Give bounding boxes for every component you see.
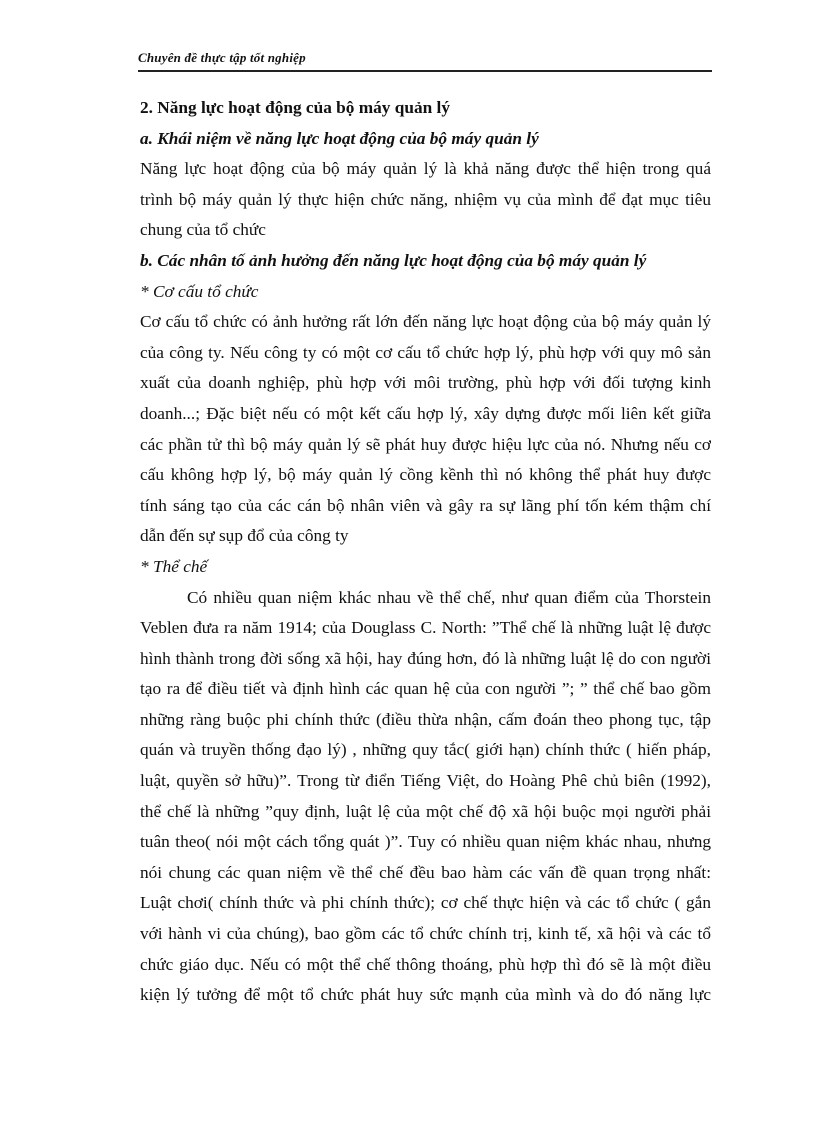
paragraph-line: xuất của doanh nghiệp, phù hợp với môi trường, phù hợp với đối tượng kinh	[140, 373, 711, 393]
document-body	[140, 93, 711, 1011]
paragraph-line: trình bộ máy quản lý thực hiện chức năng, nhiệm vụ của mình để đạt mục tiêu	[140, 189, 711, 209]
paragraph-line: kiện lý tưởng để một tổ chức phát huy sức mạnh của mình và do đó năng lực	[140, 985, 711, 1005]
paragraph-line: chung của tổ chức	[140, 220, 266, 240]
paragraph-line: cấu không hợp lý, bộ máy quản lý cồng kềnh thì nó không thể phát huy được	[140, 465, 711, 485]
paragraph-line: Cơ cấu tổ chức có ảnh hưởng rất lớn đến năng lực hoạt động của bộ máy quản lý	[140, 312, 711, 332]
paragraph-line: Luật chơi( chính thức và phi chính thức); cơ chế thực hiện và các tổ chức ( gắn	[140, 893, 711, 913]
paragraph-line: luật, quyền sở hữu)”. Trong từ điển Tiếng Việt, do Hoàng Phê chủ biên (1992),	[140, 771, 711, 791]
bullet-institutions: * Thể chế	[140, 556, 208, 576]
paragraph-line: các phần tử thì bộ máy quản lý sẽ phát huy được hiệu lực của nó. Nhưng nếu cơ	[140, 434, 711, 454]
paragraph-line: tính sáng tạo của các cán bộ nhân viên và gây ra sự lãng phí tốn kém thậm chí	[140, 495, 711, 515]
paragraph-line: với hành vi của chúng), bao gồm các tổ chức chính trị, kinh tế, xã hội và các tổ	[140, 924, 711, 944]
paragraph-line: thể chế là những ”quy định, luật lệ của một chế độ xã hội buộc mọi người phải	[140, 801, 711, 821]
paragraph-line: Năng lực hoạt động của bộ máy quản lý là khả năng được thể hiện trong quá	[140, 159, 711, 179]
bullet-organizational-structure: * Cơ cấu tổ chức	[140, 281, 259, 301]
paragraph-line: của công ty. Nếu công ty có một cơ cấu tổ chức hợp lý, phù hợp với quy mô sản	[140, 342, 711, 362]
page-header	[138, 50, 712, 72]
paragraph-institutions	[140, 583, 711, 1011]
section-heading: 2. Năng lực hoạt động của bộ máy quản lý	[140, 98, 450, 117]
header-title: Chuyên đề thực tập tốt nghiệp	[138, 50, 306, 65]
paragraph-line: hình thành trong đời sống xã hội, hay đúng hơn, đó là những luật lệ do con người	[140, 648, 711, 668]
paragraph-line: doanh...; Đặc biệt nếu có một kết cấu hợp lý, xây dựng được mối liên kết giữa	[140, 403, 711, 423]
subsection-a-heading: a. Khái niệm về năng lực hoạt động của bộ máy quản lý	[140, 128, 539, 148]
subsection-b-heading: b. Các nhân tố ảnh hưởng đến năng lực hoạt động của bộ máy quản lý	[140, 250, 647, 270]
paragraph-line: nói chung các quan niệm về thể chế đều bao hàm các vấn đề quan trọng nhất:	[140, 862, 711, 882]
paragraph-concept	[140, 154, 711, 246]
paragraph-line: tạo ra để điều tiết và định hình các quan hệ của con người ”; ” thể chế bao gồm	[140, 679, 711, 699]
paragraph-structure	[140, 307, 711, 552]
paragraph-line: chức giáo dục. Nếu có một thể chế thông thoáng, phù hợp thì đó sẽ là một điều	[140, 954, 711, 974]
paragraph-line: những ràng buộc phi chính thức (điều thừa nhận, cấm đoán theo phong tục, tập	[140, 709, 711, 729]
paragraph-line: Veblen đưa ra năm 1914; của Douglass C. North: ”Thể chế là những luật lệ được	[140, 618, 711, 638]
paragraph-line: tuân theo( nói một cách tổng quát )”. Tuy có nhiều quan niệm khác nhau, nhưng	[140, 832, 711, 852]
paragraph-line: dẫn đến sự sụp đổ của công ty	[140, 526, 349, 546]
paragraph-line: Có nhiều quan niệm khác nhau về thể chế, như quan điểm của Thorstein	[187, 587, 711, 607]
paragraph-line: quán và truyền thống đạo lý) , những quy tắc( giới hạn) chính thức ( hiến pháp,	[140, 740, 711, 760]
